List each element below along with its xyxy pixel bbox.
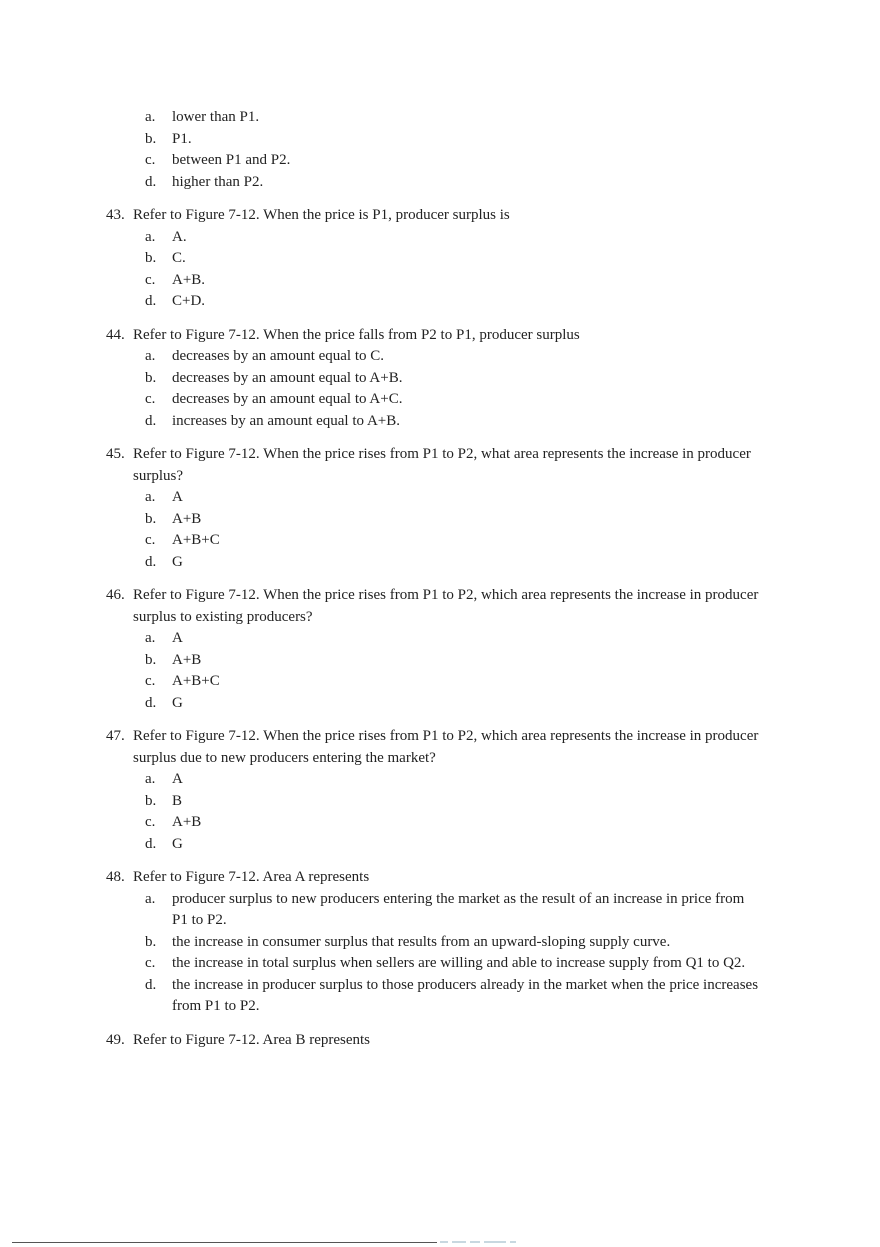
- question-47: [0, 726, 880, 855]
- option-letter: a.: [145, 630, 156, 646]
- option-letter: b.: [145, 510, 157, 527]
- option-d: [0, 693, 880, 715]
- option-letter: c.: [145, 532, 156, 548]
- option-d: [0, 172, 880, 194]
- option-text: A+B.: [172, 271, 206, 288]
- option-text: increases by an amount equal to A+B.: [172, 412, 400, 429]
- option-text: A: [172, 630, 183, 646]
- option-c: [0, 270, 880, 292]
- option-b: [0, 509, 880, 531]
- option-letter: c.: [145, 814, 156, 830]
- option-text: P1.: [172, 130, 192, 147]
- option-letter: a.: [145, 489, 156, 505]
- question-text: Refer to Figure 7-12. Area B represents: [133, 1031, 371, 1048]
- option-text: B: [172, 792, 183, 809]
- question-text: Refer to Figure 7-12. When the price rises from P1 to P2, which area represents the increase in producer surplus due to new producers entering the market?: [133, 728, 759, 766]
- question-text: Refer to Figure 7-12. When the price rises from P1 to P2, which area represents the increase in producer surplus to existing producers?: [133, 587, 759, 625]
- option-text: A+B+C: [172, 532, 220, 548]
- question-42-continued: [0, 107, 880, 193]
- option-text: A: [172, 489, 183, 505]
- option-letter: b.: [145, 130, 157, 147]
- question-stem: [0, 205, 880, 227]
- option-text: A+B: [172, 510, 202, 527]
- option-text: C.: [172, 250, 186, 266]
- option-text: the increase in producer surplus to those producers already in the market when the price increases from P1 to P2.: [172, 976, 759, 1014]
- option-d: [0, 411, 880, 433]
- option-letter: d.: [145, 412, 157, 429]
- option-c: [0, 530, 880, 552]
- option-a: [0, 628, 880, 650]
- option-letter: d.: [145, 293, 157, 309]
- option-b: [0, 129, 880, 151]
- option-letter: b.: [145, 933, 157, 950]
- option-c: [0, 150, 880, 172]
- option-text: C+D.: [172, 293, 206, 309]
- option-c: [0, 953, 880, 975]
- option-letter: c.: [145, 271, 156, 288]
- option-b: [0, 650, 880, 672]
- question-46: [0, 585, 880, 714]
- option-letter: a.: [145, 348, 156, 364]
- question-43: [0, 205, 880, 313]
- option-c: [0, 812, 880, 834]
- option-text: G: [172, 553, 183, 570]
- option-d: [0, 975, 880, 1018]
- question-48: [0, 867, 880, 1018]
- option-c: [0, 671, 880, 693]
- question-text: Refer to Figure 7-12. Area A represents: [133, 869, 370, 885]
- scan-speck: [470, 1241, 480, 1243]
- option-letter: c.: [145, 955, 156, 971]
- option-text: A.: [172, 228, 187, 245]
- option-text: A: [172, 771, 183, 787]
- option-a: [0, 346, 880, 368]
- question-stem: [0, 444, 880, 487]
- question-text: Refer to Figure 7-12. When the price falls from P2 to P1, producer surplus: [133, 326, 580, 343]
- option-letter: d.: [145, 553, 157, 570]
- footer-rule: [12, 1242, 437, 1243]
- option-d: [0, 552, 880, 574]
- option-letter: c.: [145, 673, 156, 689]
- option-letter: a.: [145, 890, 156, 907]
- question-number: 48.: [106, 869, 125, 885]
- option-text: A+B+C: [172, 673, 220, 689]
- question-number: 47.: [106, 728, 125, 744]
- option-text: decreases by an amount equal to A+C.: [172, 391, 403, 407]
- option-letter: d.: [145, 976, 157, 993]
- option-text: decreases by an amount equal to A+B.: [172, 369, 403, 386]
- question-stem: [0, 325, 880, 347]
- question-44: [0, 325, 880, 433]
- option-a: [0, 487, 880, 509]
- option-letter: c.: [145, 391, 156, 407]
- option-d: [0, 834, 880, 856]
- question-number: 44.: [106, 326, 125, 343]
- option-letter: a.: [145, 109, 156, 125]
- question-stem: [0, 585, 880, 628]
- option-a: [0, 107, 880, 129]
- option-a: [0, 769, 880, 791]
- option-text: the increase in consumer surplus that results from an upward-sloping supply curve.: [172, 933, 671, 950]
- option-d: [0, 291, 880, 313]
- question-text: Refer to Figure 7-12. When the price is P1, producer surplus is: [133, 207, 510, 223]
- question-number: 45.: [106, 446, 125, 462]
- scan-speck: [484, 1241, 506, 1243]
- option-letter: d.: [145, 835, 157, 852]
- option-c: [0, 389, 880, 411]
- option-a: [0, 889, 880, 932]
- question-stem: [0, 867, 880, 889]
- option-b: [0, 248, 880, 270]
- option-b: [0, 791, 880, 813]
- option-letter: c.: [145, 152, 156, 168]
- option-a: [0, 227, 880, 249]
- option-letter: b.: [145, 369, 157, 386]
- footer-scan-artifact: [440, 1241, 516, 1244]
- option-letter: b.: [145, 792, 157, 809]
- scan-speck: [510, 1241, 516, 1243]
- document-page: [0, 107, 880, 1063]
- question-stem: [0, 726, 880, 769]
- option-b: [0, 368, 880, 390]
- question-number: 46.: [106, 587, 125, 603]
- option-text: G: [172, 835, 183, 852]
- scan-speck: [452, 1241, 466, 1243]
- question-stem: [0, 1030, 880, 1052]
- question-text: Refer to Figure 7-12. When the price rises from P1 to P2, what area represents the increase in producer surplus?: [133, 446, 751, 484]
- option-letter: d.: [145, 173, 157, 190]
- option-letter: a.: [145, 771, 156, 787]
- option-text: decreases by an amount equal to C.: [172, 348, 385, 364]
- option-text: G: [172, 694, 183, 711]
- option-letter: b.: [145, 250, 157, 266]
- option-text: producer surplus to new producers entering the market as the result of an increase in price from P1 to P2.: [172, 890, 745, 928]
- option-text: the increase in total surplus when sellers are willing and able to increase supply from Q1 to Q2.: [172, 955, 746, 971]
- option-text: A+B: [172, 814, 202, 830]
- option-text: A+B: [172, 651, 202, 668]
- question-number: 49.: [106, 1031, 125, 1048]
- option-letter: b.: [145, 651, 157, 668]
- option-letter: a.: [145, 228, 156, 245]
- question-49: [0, 1030, 880, 1052]
- scan-speck: [440, 1241, 448, 1243]
- option-text: lower than P1.: [172, 109, 260, 125]
- question-number: 43.: [106, 207, 125, 223]
- option-text: higher than P2.: [172, 173, 264, 190]
- option-letter: d.: [145, 694, 157, 711]
- option-b: [0, 932, 880, 954]
- option-text: between P1 and P2.: [172, 152, 291, 168]
- question-45: [0, 444, 880, 573]
